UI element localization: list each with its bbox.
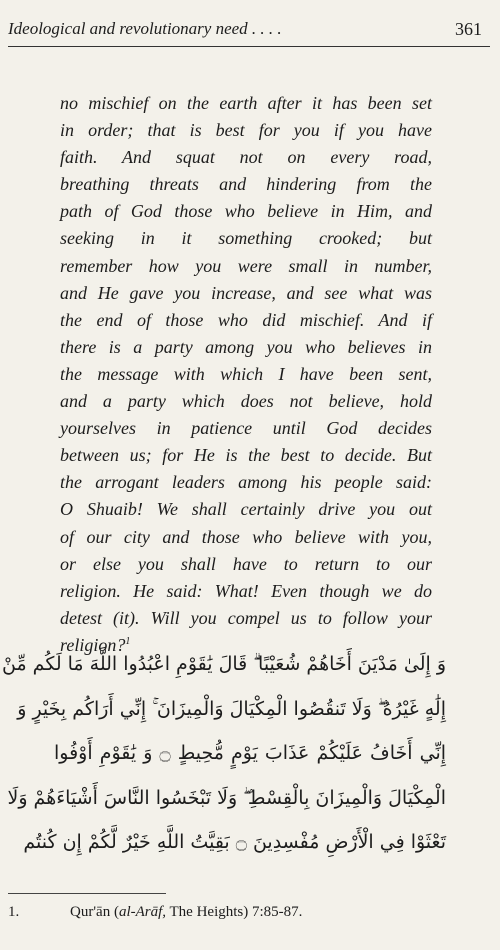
passage-line: there is a party among you who believes in — [60, 336, 432, 357]
arabic-line: الْمِكْيَالَ وَالْمِيزَانَ بِالْقِسْطِ ۖ وَلَا تَبْخَسُوا النَّاسَ أَشْيَاءَهُمْ وَلَا — [7, 786, 446, 809]
running-title: Ideological and revolutionary need . . . . — [8, 19, 282, 38]
quoted-passage — [60, 90, 432, 659]
passage-line: detest (it). Will you compel us to follow your — [60, 607, 432, 628]
passage-line: the end of those who did mischief. And if — [60, 309, 432, 330]
passage-line: seeking in it something crooked; but — [60, 228, 432, 249]
header-rule — [8, 46, 490, 47]
arabic-verse — [2, 642, 447, 865]
passage-line: faith. And squat not on every road, — [60, 147, 432, 168]
passage-line-text: religion? — [60, 634, 126, 655]
footnote-rule — [8, 893, 166, 894]
footnote-surah-name: al-Arāf, — [118, 904, 167, 920]
passage-line: between us; for He is the best to decide. But — [60, 445, 432, 466]
passage-line: of our city and those who believe with you, — [60, 526, 432, 547]
footnote-number: 1. — [8, 904, 20, 920]
passage-line: the message with which I have been sent, — [60, 363, 432, 384]
passage-line: O Shuaib! We shall certainly drive you out — [60, 499, 432, 520]
arabic-line: وَ إِلَىٰ مَدْيَنَ أَخَاهُمْ شُعَيْبًا ۗ قَالَ يَٰقَوْمِ اعْبُدُوا اللَّهَ مَا لَكُم مِّنْ — [2, 653, 446, 675]
arabic-line: إِنِّي أَخَافُ عَلَيْكُمْ عَذَابَ يَوْمٍ مُّحِيطٍ ۝ وَ يَٰقَوْمِ أَوْفُوا — [54, 742, 447, 764]
passage-line: yourselves in patience until God decides — [60, 418, 432, 439]
passage-line: religion. He said: What! Even though we do — [60, 580, 432, 601]
passage-line: and He gave you increase, and see what was — [60, 282, 432, 303]
footnote-source-prefix: Qur'ān ( — [70, 904, 119, 920]
passage-line: breathing threats and hindering from the — [60, 174, 432, 195]
page-number: 361 — [455, 19, 482, 39]
passage-line: or else you shall have to return to our — [60, 553, 432, 574]
footnote — [8, 902, 488, 922]
passage-line: and a party which does not believe, hold — [60, 391, 432, 412]
passage-line: remember how you were small in number, — [60, 255, 432, 276]
passage-line: the arrogant leaders among his people said: — [60, 472, 432, 493]
passage-line: in order; that is best for you if you have — [60, 120, 432, 141]
arabic-line: إِلَٰهٍ غَيْرُهُ ۖ وَلَا تَنقُصُوا الْمِكْيَالَ وَالْمِيزَانَ ۚ إِنِّي أَرَاكُم بِخَيْرٍ وَ — [17, 697, 446, 720]
arabic-line: تَعْثَوْا فِي الْأَرْضِ مُفْسِدِينَ ۝ بَقِيَّتُ اللَّهِ خَيْرٌ لَّكُمْ إِن كُنتُم — [23, 831, 446, 853]
passage-line: path of God those who believe in Him, and — [60, 201, 432, 222]
passage-line: no mischief on the earth after it has been set — [60, 93, 432, 113]
running-head — [8, 18, 492, 40]
footnote-ref: 1 — [125, 635, 131, 647]
footnote-source-suffix: The Heights) 7:85-87. — [166, 904, 303, 920]
